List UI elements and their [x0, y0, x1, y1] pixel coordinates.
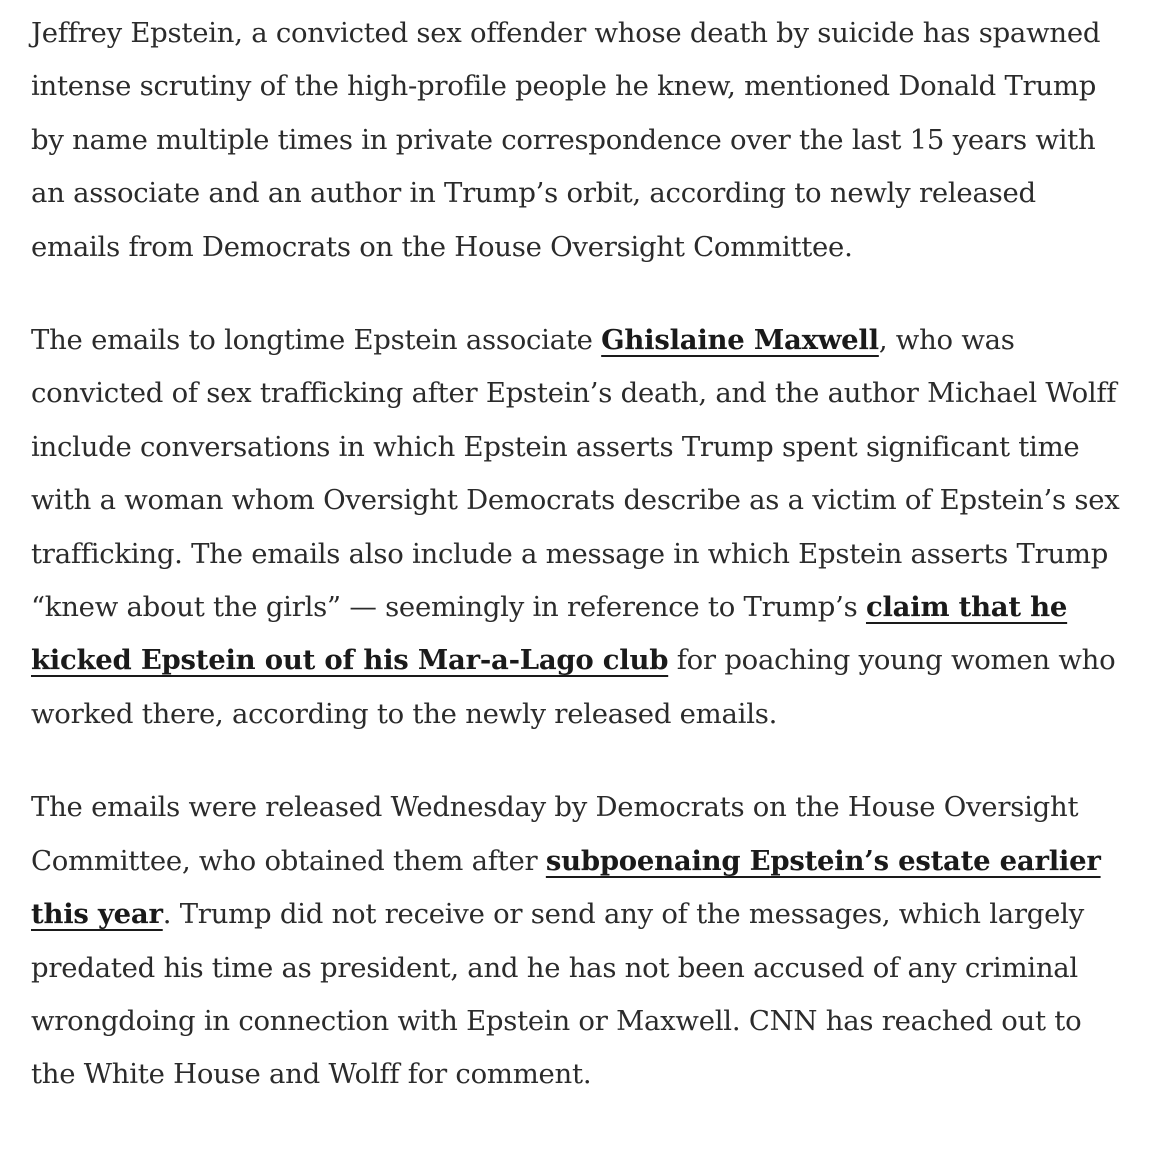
article-body — [31, 7, 1131, 1142]
paragraph-3-text-before: The emails were released Wednesday by Democrats on the House Oversight Committee, who obtained them after — [31, 791, 1079, 877]
paragraph-2-text-before: The emails to longtime Epstein associate — [31, 324, 602, 357]
paragraph-1-text: Jeffrey Epstein, a convicted sex offender whose death by suicide has spawned intense scrutiny of the high-profile people he knew, mentioned Donald Trump by name multiple times in private correspondence over the last 15 years with an associate and an author in Trump’s orbit, according to newly released emails from Democrats on the House Oversight Committee. — [31, 17, 1101, 263]
paragraph-1 — [31, 7, 1131, 274]
paragraph-2-text-middle: , who was convicted of sex trafficking after Epstein’s death, and the author Michael Wolff include conversations in which Epstein asserts Trump spent significant time with a woman whom Oversight Democrats describe as a victim of Epstein’s sex trafficking. The emails also include a message in which Epstein asserts Trump “knew about the girls” — seemingly in reference to Trump’s — [31, 324, 1120, 624]
mar-a-lago-claim-link[interactable]: claim that he kicked Epstein out of his Mar-a-Lago club — [31, 591, 1068, 677]
paragraph-3-text-after: . Trump did not receive or send any of the messages, which largely predated his time as president, and he has not been accused of any criminal wrongdoing in connection with Epstein or Maxwell. CNN has reached out to the White House and Wolff for comment. — [31, 898, 1085, 1091]
paragraph-2 — [31, 314, 1131, 741]
paragraph-3 — [31, 781, 1131, 1101]
ghislaine-maxwell-link[interactable]: Ghislaine Maxwell — [601, 324, 879, 357]
paragraph-2-text-after: for poaching young women who worked there, according to the newly released emails. — [31, 644, 1116, 730]
subpoena-estate-link[interactable]: subpoenaing Epstein’s estate earlier this year — [31, 844, 1101, 931]
